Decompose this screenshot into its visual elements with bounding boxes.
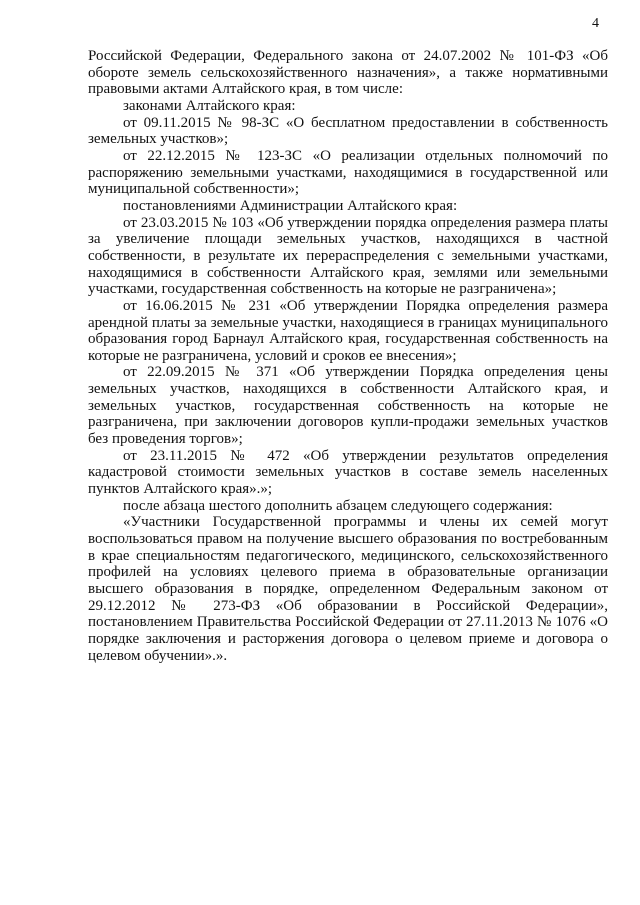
- paragraph-continuation: Российской Федерации, Федерального закона от 24.07.2002 № 101-ФЗ «Об обороте земель сельскохозяйственного назначения», а также нормативными правовыми актами Алтайского края, в том числе:: [88, 48, 608, 98]
- paragraph-resolutions-heading: постановлениями Администрации Алтайского края:: [123, 197, 458, 214]
- paragraph-addition-instruction: после абзаца шестого дополнить абзацем следующего содержания:: [123, 497, 553, 514]
- page-number: 4: [592, 16, 599, 31]
- paragraph-laws-heading: законами Алтайского края:: [123, 97, 296, 114]
- paragraph-resolution-103: от 23.03.2015 № 103 «Об утверждении порядка определения размера платы за увеличение площади земельных участков, находящихся в частной собственности, в результате их перераспределения с земельными участками, находящимися в собственности Алтайского края, землями или земельными участками, государственная собственность на которые не разграничена»;: [88, 214, 608, 298]
- document-body: [88, 48, 608, 664]
- paragraph-resolution-371: от 22.09.2015 № 371 «Об утверждении Порядка определения цены земельных участков, находящихся в собственности Алтайского края, и земельных участков, государственная собственность на которые не разграничена, при заключении договоров купли-продажи земельных участков без проведения торгов»;: [88, 364, 608, 448]
- paragraph-law-98: от 09.11.2015 № 98-ЗС «О бесплатном предоставлении в собственность земельных участков»;: [88, 114, 608, 148]
- paragraph-resolution-231: от 16.06.2015 № 231 «Об утверждении Порядка определения размера арендной платы за земельные участки, находящиеся в границах муниципального образования город Барнаул Алтайского края, государственная собственность на которые не разграничена, условий и сроков ее внесения»;: [88, 297, 608, 364]
- paragraph-resolution-472: от 23.11.2015 № 472 «Об утверждении результатов определения кадастровой стоимости земельных участков в составе земель населенных пунктов Алтайского края».»;: [88, 447, 608, 498]
- paragraph-education-provision: «Участники Государственной программы и члены их семей могут воспользоваться правом на получение высшего образования по востребованным в крае специальностям педагогического, медицинского, сельскохозяйственного профилей на условиях целевого приема в образовательные организации высшего образования в порядке, определенном Федеральным законом от 29.12.2012 № 273-ФЗ «Об образовании в Российской Федерации», постановлением Правительства Российской Федерации от 27.11.2013 № 1076 «О порядке заключения и расторжения договора о целевом приеме и договора о целевом обучении».».: [88, 514, 608, 664]
- paragraph-law-123: от 22.12.2015 № 123-ЗС «О реализации отдельных полномочий по распоряжению земельными участками, находящимися в государственной или муниципальной собственности»;: [88, 147, 608, 198]
